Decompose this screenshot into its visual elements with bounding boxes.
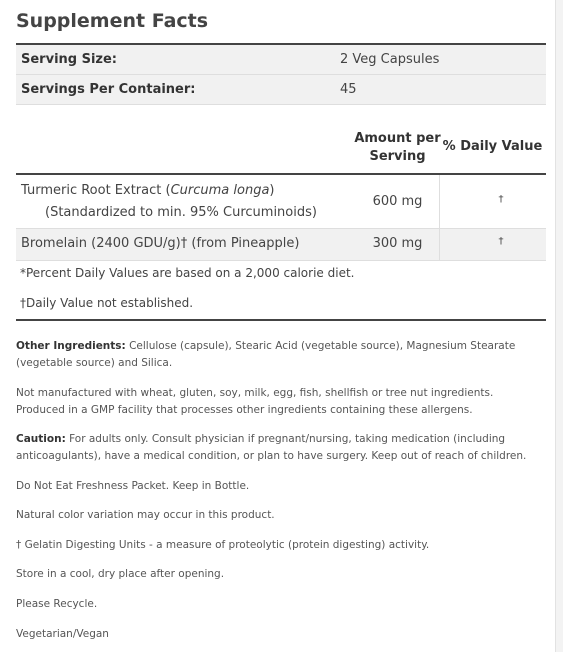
- daily-value-header: % Daily Value: [442, 139, 543, 154]
- amount-header-line1: Amount per: [354, 131, 441, 146]
- servings-per-container-row: [16, 75, 546, 104]
- footnote-dagger: †Daily Value not established.: [20, 296, 194, 310]
- caution-label: Caution:: [16, 433, 66, 445]
- servings-per-container-value: 45: [340, 82, 357, 97]
- ingredient-standardization: (Standardized to min. 95% Curcuminoids): [45, 205, 317, 220]
- footnote-percent: *Percent Daily Values are based on a 2,000 calorie diet.: [20, 266, 355, 280]
- page-title: Supplement Facts: [16, 10, 209, 32]
- ingredient-name: Turmeric Root Extract (Curcuma longa): [21, 183, 275, 198]
- ingredient-daily-value: †: [498, 236, 504, 247]
- ingredient-row: [16, 229, 546, 260]
- note-storage: Store in a cool, dry place after opening.: [16, 568, 225, 580]
- latin-name: Curcuma longa: [170, 183, 270, 198]
- note-color-variation: Natural color variation may occur in this product.: [16, 509, 275, 521]
- servings-per-container-label: Servings Per Container:: [21, 82, 196, 97]
- ingredient-row: [16, 175, 546, 228]
- ingredient-amount: 300 mg: [372, 236, 423, 251]
- serving-size-row: [16, 45, 546, 74]
- serving-size-value: 2 Veg Capsules: [340, 52, 440, 67]
- divider: [16, 104, 546, 105]
- note-gdu: † Gelatin Digesting Units - a measure of proteolytic (protein digesting) activity.: [16, 539, 430, 551]
- other-ingredients: [16, 338, 541, 372]
- ingredient-daily-value: †: [498, 194, 504, 205]
- scrollbar-track[interactable]: [555, 0, 563, 652]
- other-ingredients-text: Cellulose (capsule), Stearic Acid (vegetable source), Magnesium Stearate (vegetable source) and Silica.: [16, 340, 516, 369]
- bottom-rule: [16, 319, 546, 321]
- note-vegetarian: Vegetarian/Vegan: [16, 628, 109, 640]
- ingredient-name: Bromelain (2400 GDU/g)† (from Pineapple): [21, 236, 300, 251]
- note-recycle: Please Recycle.: [16, 598, 98, 610]
- amount-per-serving-header: [340, 130, 455, 166]
- other-ingredients-label: Other Ingredients:: [16, 340, 126, 352]
- allergen-note: Not manufactured with wheat, gluten, soy, milk, egg, fish, shellfish or tree nut ingredients. Produced in a GMP facility that processes other ingredients containing these allergens.: [16, 387, 494, 416]
- divider: [16, 260, 546, 261]
- serving-size-label: Serving Size:: [21, 52, 118, 67]
- note-freshness-packet: Do Not Eat Freshness Packet. Keep in Bottle.: [16, 480, 250, 492]
- caution-text: For adults only. Consult physician if pregnant/nursing, taking medication (including anticoagulants), have a medical condition, or plan to have surgery. Keep out of reach of children.: [16, 433, 527, 462]
- amount-header-line2: Serving: [369, 149, 426, 164]
- column-divider: [439, 175, 440, 260]
- caution: [16, 431, 541, 465]
- ingredient-amount: 600 mg: [372, 194, 423, 209]
